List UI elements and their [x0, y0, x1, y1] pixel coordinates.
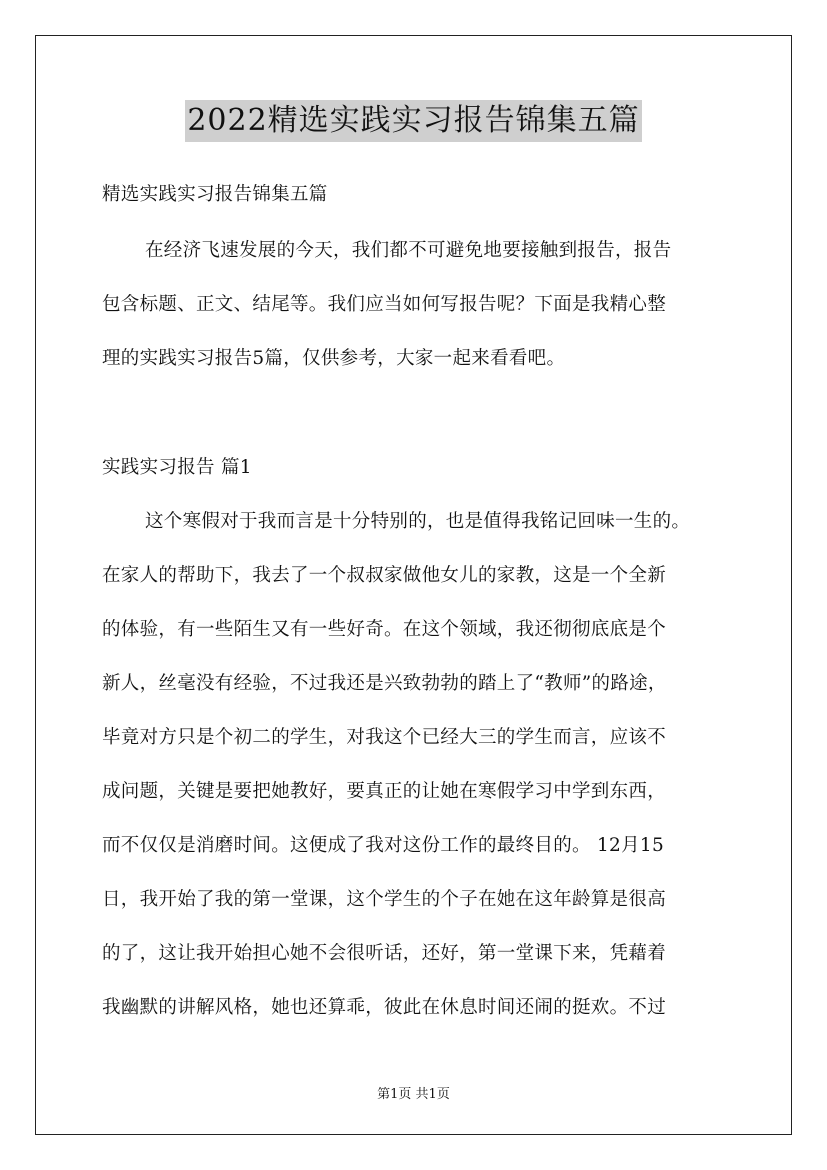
body-line: 成问题，关键是要把她教好，要真正的让她在寒假学习中学到东西，	[102, 781, 667, 802]
intro-line: 在经济飞速发展的今天，我们都不可避免地要接触到报告，报告	[145, 240, 672, 261]
body-line: 我幽默的讲解风格，她也还算乖，彼此在休息时间还闹的挺欢。不过	[102, 997, 667, 1018]
body-line: 的体验，有一些陌生又有一些好奇。在这个领域，我还彻彻底底是个	[102, 619, 667, 640]
body-line: 日，我开始了我的第一堂课，这个学生的个子在她在这年龄算是很高	[102, 889, 667, 910]
body-line: 毕竟对方只是个初二的学生，对我这个已经大三的学生而言，应该不	[102, 727, 667, 748]
body-line: 这个寒假对于我而言是十分特别的，也是值得我铭记回味一生的。	[145, 511, 691, 532]
body-line: 新人，丝毫没有经验，不过我还是兴致勃勃的踏上了“教师”的路途，	[102, 673, 667, 694]
document-title: 2022精选实践实习报告锦集五篇	[185, 100, 641, 142]
page-number: 第1页 共1页	[377, 1087, 450, 1102]
document-subtitle: 精选实践实习报告锦集五篇	[102, 184, 328, 205]
intro-line: 包含标题、正文、结尾等。我们应当如何写报告呢？下面是我精心整	[102, 294, 667, 315]
body-line: 而不仅仅是消磨时间。这便成了我对这份工作的最终目的。 12月15	[102, 835, 665, 856]
body-line: 的了，这让我开始担心她不会很听话，还好，第一堂课下来，凭藉着	[102, 943, 667, 964]
intro-line: 理的实践实习报告5篇，仅供参考，大家一起来看看吧。	[102, 348, 566, 369]
body-line: 在家人的帮助下，我去了一个叔叔家做他女儿的家教，这是一个全新	[102, 565, 667, 586]
section-heading: 实践实习报告 篇1	[102, 457, 252, 478]
